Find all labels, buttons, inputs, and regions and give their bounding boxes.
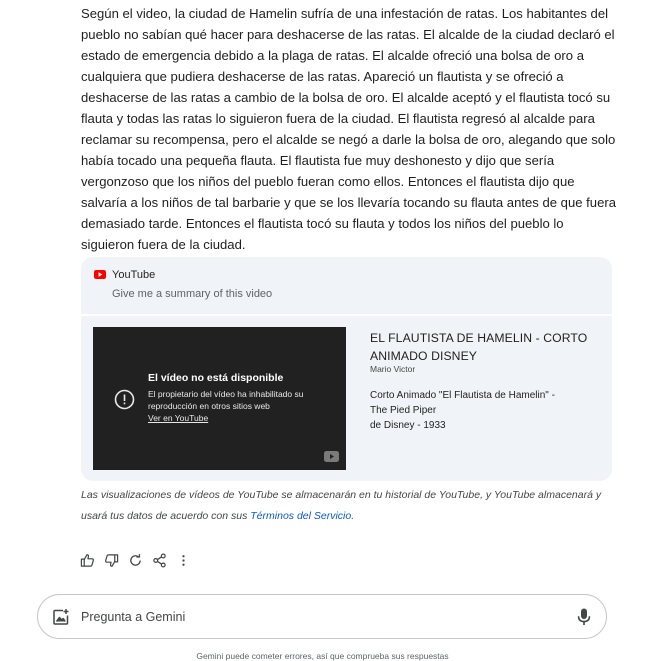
video-title[interactable]: EL FLAUTISTA DE HAMELIN - CORTO ANIMADO DISNEY xyxy=(370,331,588,363)
video-unavailable-desc: El propietario del vídeo ha inhabilitado su reproducción en otros sitios web xyxy=(148,389,304,411)
notice-suffix: . xyxy=(351,510,355,522)
watch-on-youtube-link[interactable]: Ver en YouTube xyxy=(148,413,209,423)
more-options-button[interactable] xyxy=(176,553,191,568)
youtube-logo-icon xyxy=(94,270,106,279)
prompt-input[interactable] xyxy=(81,605,561,629)
card-divider xyxy=(81,314,612,316)
video-description: Corto Animado "El Flautista de Hamelin" - The Pied Piper de Disney - 1933 xyxy=(370,390,555,431)
youtube-small-icon[interactable] xyxy=(324,451,339,462)
add-image-icon[interactable] xyxy=(52,608,70,626)
share-icon xyxy=(152,553,167,568)
regenerate-button[interactable] xyxy=(128,553,143,568)
gemini-disclaimer: Gemini puede cometer errores, así que comprueba sus respuestas xyxy=(196,651,449,661)
microphone-icon[interactable] xyxy=(577,608,591,626)
video-channel: Mario Victor xyxy=(370,364,416,374)
youtube-extension-card xyxy=(81,257,612,481)
thumb-up-button[interactable] xyxy=(80,553,95,568)
youtube-query-text: Give me a summary of this video xyxy=(112,288,273,300)
youtube-source-label: YouTube xyxy=(112,269,156,281)
youtube-card-header xyxy=(81,257,612,314)
share-button[interactable] xyxy=(152,553,167,568)
youtube-history-notice xyxy=(81,485,616,527)
prompt-composer xyxy=(37,594,607,639)
thumb-up-icon xyxy=(80,553,95,568)
thumb-down-icon xyxy=(104,553,119,568)
regenerate-icon xyxy=(128,553,143,568)
thumb-down-button[interactable] xyxy=(104,553,119,568)
more-vert-icon xyxy=(176,553,191,568)
notice-text: Las visualizaciones de vídeos de YouTube se almacenarán en tu historial de YouTube, y YouTube almacenará y usará tus datos de acuerdo con sus xyxy=(81,489,602,522)
response-text: Según el video, la ciudad de Hamelin sufría de una infestación de ratas. Los habitantes del pueblo no sabían qué hacer para deshacerse de las ratas. El alcalde de la ciudad declaró el estado de emergencia debido a la plaga de ratas. El alcalde ofreció una bolsa de oro a cualquiera que pudiera deshacerse de las ratas. Apareció un flautista y se ofreció a deshacerse de las ratas a cambio de la bolsa de oro. El alcalde aceptó y el flautista tocó su flauta y todas las ratas lo siguieron fuera de la ciudad. El flautista regresó al alcalde para reclamar su recompensa, pero el alcalde se negó a darle la bolsa de oro, alegando que solo había tocado una pequeña flauta. El flautista fue muy deshonesto y dijo que sería vergonzoso que los niños del pueblo fueran como ellos. Entonces el flautista dijo que salvaría a los niños de tal barbarie y que se los llevaría tocando su flauta antes de que fuera demasiado tarde. Entonces el flautista tocó su flauta y todos los niños del pueblo lo siguieron fuera de la ciudad. xyxy=(81,6,616,252)
terms-of-service-link[interactable]: Términos del Servicio xyxy=(250,510,352,522)
alert-circle-icon xyxy=(114,389,135,410)
video-unavailable-title: El vídeo no está disponible xyxy=(148,372,284,384)
video-player[interactable] xyxy=(93,327,346,470)
